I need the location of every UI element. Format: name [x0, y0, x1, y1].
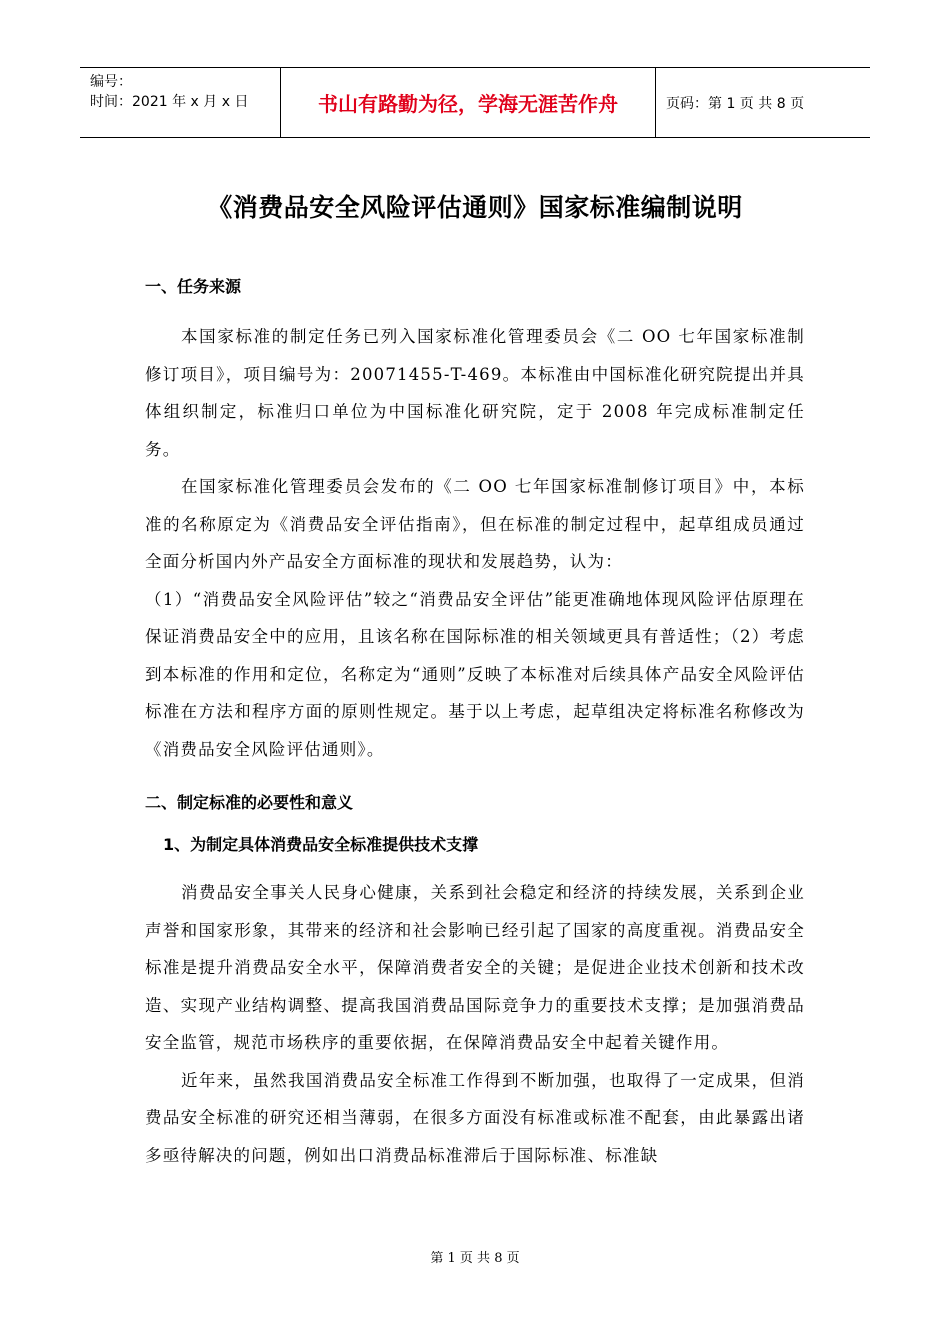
paragraph: （1）“消费品安全风险评估”较之“消费品安全评估”能更准确地体现风险评估原理在保证消费品安全中的应用，且该名称在国际标准的相关领域更具有普适性；（2）考虑到本标准的作用和定位，名称定为“通则”反映了本标准对后续具体产品安全风险评估标准在方法和程序方面的原则性规定。基于以上考虑，起草组决定将标准名称修改为《消费品安全风险评估通则》。: [145, 589, 805, 759]
section-heading-necessity: 二、制定标准的必要性和意义: [145, 793, 354, 812]
paragraph: 在国家标准化管理委员会发布的《二 OO 七年国家标准制修订项目》中，本标准的名称原定为《消费品安全评估指南》，但在标准的制定过程中，起草组成员通过全面分析国内外产品安全方面标准的现状和发展趋势，认为：: [145, 477, 805, 571]
paragraph: 近年来，虽然我国消费品安全标准工作得到不断加强，也取得了一定成果，但消费品安全标准的研究还相当薄弱，在很多方面没有标准或标准不配套，由此暴露出诸多亟待解决的问题，例如出口消费品标准滞后于国际标准、标准缺: [145, 1070, 805, 1165]
header-meta: [80, 68, 280, 137]
subsection-heading: 1、为制定具体消费品安全标准提供技术支撑: [163, 835, 479, 854]
motto: 书山有路勤为径，学海无涯苦作舟: [280, 68, 656, 137]
document-number: 编号：: [90, 74, 132, 90]
document-date: 时间：2021 年 x 月 x 日: [90, 94, 249, 110]
page-footer: 第 1 页 共 8 页: [430, 1251, 520, 1266]
header-table: [80, 67, 870, 138]
page-info: 页码：第 1 页 共 8 页: [666, 95, 805, 112]
paragraph: 本国家标准的制定任务已列入国家标准化管理委员会《二 OO 七年国家标准制修订项目》，项目编号为：20071455-T-469。本标准由中国标准化研究院提出并具体组织制定，标准归口单位为中国标准化研究院，定于 2008 年完成标准制定任务。: [145, 327, 805, 459]
document-body: [145, 272, 805, 1174]
document-title: 《消费品安全风险评估通则》国家标准编制说明: [207, 193, 743, 222]
paragraph: 消费品安全事关人民身心健康，关系到社会稳定和经济的持续发展，关系到企业声誉和国家形象，其带来的经济和社会影响已经引起了国家的高度重视。消费品安全标准是提升消费品安全水平，保障消费者安全的关键；是促进企业技术创新和技术改造、实现产业结构调整、提高我国消费品国际竞争力的重要技术支撑；是加强消费品安全监管，规范市场秩序的重要依据，在保障消费品安全中起着关键作用。: [145, 883, 805, 1052]
section-heading-task-source: 一、任务来源: [145, 277, 242, 296]
